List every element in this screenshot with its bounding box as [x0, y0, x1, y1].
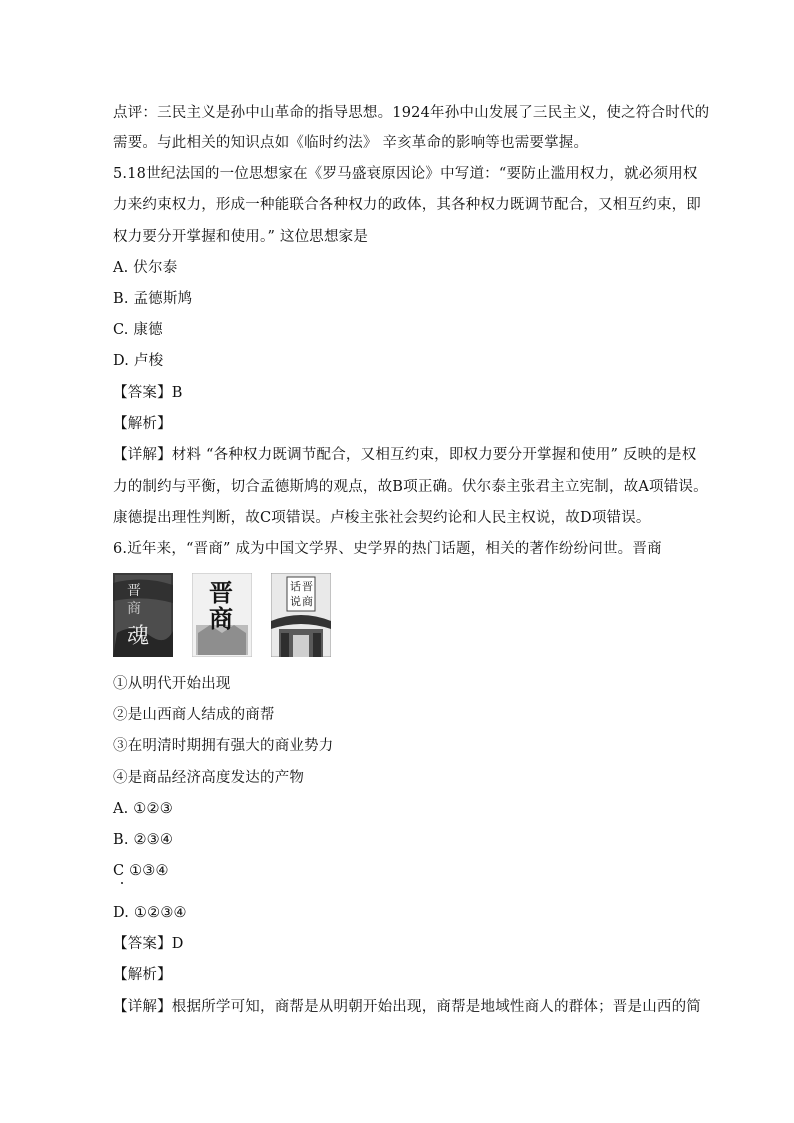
statement-1: ①从明代开始出现: [113, 676, 231, 692]
commentary-line-1: 点评：三民主义是孙中山革命的指导思想。1924年孙中山发展了三民主义，使之符合时代的: [113, 105, 710, 121]
q6-analysis-heading: 【解析】: [113, 967, 172, 983]
statement-3: ③在明清时期拥有强大的商业势力: [113, 738, 334, 754]
commentary-line-2: 需要。与此相关的知识点如《临时约法》 辛亥革命的影响等也需要掌握。: [113, 135, 589, 151]
q6-option-d: D. ①②③④: [113, 905, 187, 921]
svg-text:商: 商: [127, 601, 141, 617]
svg-text:话: 话: [290, 580, 301, 593]
q6-option-a: A. ①②③: [113, 801, 173, 817]
question-6-stem: 6.近年来，“晋商” 成为中国文学界、史学界的热门话题，相关的著作纷纷问世。晋商: [113, 541, 662, 557]
q5-explanation-line-2: 力的制约与平衡，切合孟德斯鸠的观点，故B项正确。伏尔泰主张君主立宪制，故A项错误。: [113, 479, 708, 495]
q6-answer: 【答案】D: [113, 936, 184, 952]
question-5-stem-line-2: 力来约束权力，形成一种能联合各种权力的政体，其各种权力既调节配合，又相互约束，即: [113, 197, 701, 213]
svg-text:晋: 晋: [127, 583, 141, 599]
svg-text:商: 商: [302, 595, 313, 608]
svg-text:晋: 晋: [209, 578, 233, 607]
q5-option-d: D. 卢梭: [113, 353, 164, 369]
book-cover-huashuo-jinshang: [271, 573, 331, 657]
q5-option-c: C. 康德: [113, 322, 163, 338]
q5-explanation-line-1: 【详解】材料 “各种权力既调节配合，又相互约束，即权力要分开掌握和使用” 反映的是权: [113, 447, 697, 463]
svg-text:晋: 晋: [302, 580, 313, 593]
svg-text:商: 商: [209, 604, 233, 633]
svg-text:魂: 魂: [127, 624, 150, 649]
svg-text:说: 说: [290, 595, 301, 608]
statement-2: ②是山西商人结成的商帮: [113, 707, 275, 723]
q5-option-a: A. 伏尔泰: [113, 260, 178, 276]
statement-4: ④是商品经济高度发达的产物: [113, 770, 305, 786]
q5-answer: 【答案】B: [113, 385, 183, 401]
q5-option-b: B. 孟德斯鸠: [113, 291, 193, 307]
q5-explanation-line-3: 康德提出理性判断，故C项错误。卢梭主张社会契约论和人民主权说，故D项错误。: [113, 510, 651, 526]
book-cover-jinshang: [192, 573, 252, 657]
question-5-stem-line-1: 5.18世纪法国的一位思想家在《罗马盛衰原因论》中写道：“要防止滥用权力，就必须用权: [113, 166, 698, 182]
q6-option-c: C ①③④: [113, 863, 169, 879]
book-cover-jinshanghun: [113, 573, 173, 657]
q6-option-b: B. ②③④: [113, 832, 174, 848]
q6-explanation-line-1: 【详解】根据所学可知，商帮是从明朝开始出现，商帮是地域性商人的群体；晋是山西的简: [113, 999, 701, 1015]
q5-analysis-heading: 【解析】: [113, 416, 172, 432]
scan-speck: [121, 882, 123, 884]
question-5-stem-line-3: 权力要分开掌握和使用。” 这位思想家是: [113, 229, 369, 245]
book-covers-figure: [113, 573, 343, 659]
